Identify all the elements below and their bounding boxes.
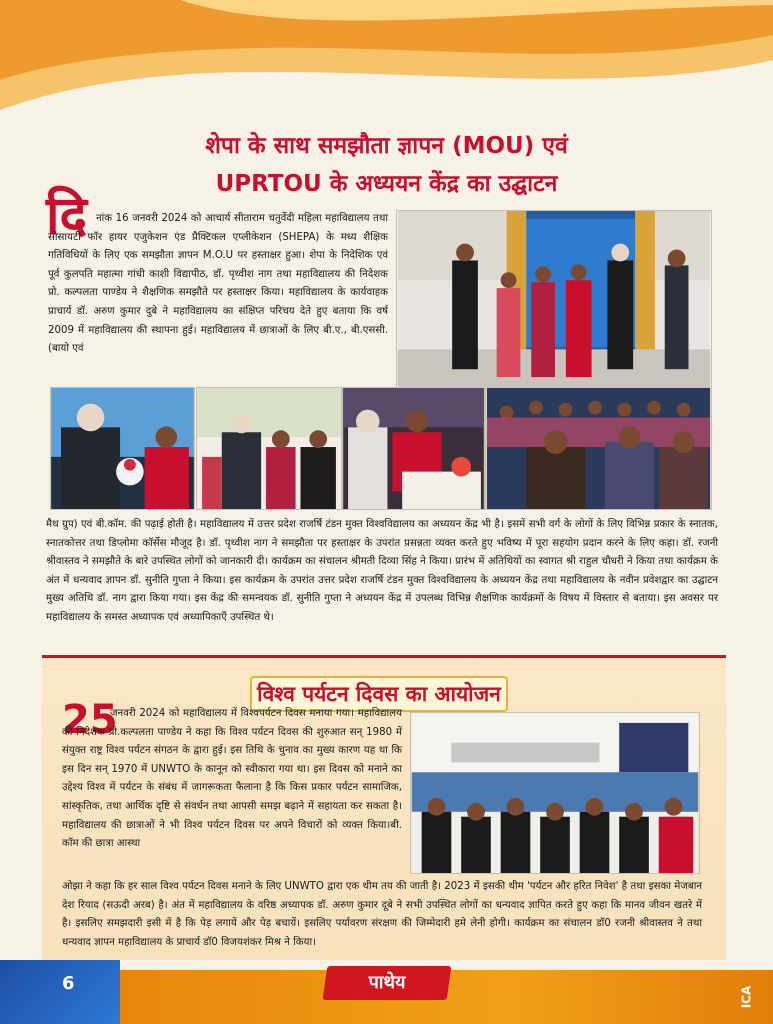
photo-welcome-bouquet xyxy=(50,387,195,510)
article1-dropcap: दि xyxy=(46,186,88,246)
photo-signing-mou xyxy=(342,387,485,510)
page-number: 6 xyxy=(62,973,75,994)
corner-label: ICA xyxy=(739,985,754,1009)
article2-dropcap: 25 xyxy=(62,697,118,743)
article1-continuation xyxy=(46,516,718,628)
article2-intro-paragraph: जनवरी 2024 को महाविद्यालय में विश्वपर्यटन दिवस मनाया गया। महाविद्यालय की निदेशक प्रो.कल्पलता पाण्डेय ने कहा कि विश्व पर्यटन दिवस की शुरुआत सन् 1980 में संयुक्त राष्ट्र विश्व पर्यटन संगठन के द्वारा हुई। इस तिथि के चुनाव का मुख्य कारण यह था कि इस दिन सन् 1970 में UNWTO के कानून को स्वीकारा गया था। इस दिवस को मनाने का उद्देश्य विश्व में पर्यटन के संबंध में जागरूकता फैलाना है कि किस प्रकार पर्यटन सामाजिक, सांस्कृतिक, तथा आर्थिक दृष्टि से संवर्धन तथा आपसी समझ बढ़ाने में सहायता कर सकता है। महाविद्यालय की छात्राओं ने भी विश्व पर्यटन दिवस पर अपने विचारों को व्यक्त किया।बी. कॉम की छात्रा आस्था xyxy=(62,708,402,850)
article1-intro-text xyxy=(48,210,388,359)
footer-page-tab xyxy=(0,960,120,1024)
article2-title: विश्व पर्यटन दिवस का आयोजन xyxy=(250,676,508,712)
article2-continuation xyxy=(62,878,702,952)
article1-intro-paragraph: नांक 16 जनवरी 2024 को आचार्य सीताराम चतुर्वेदी महिला महाविद्यालय तथा सोसायटी फॉर हायर एजुकेशन एंड प्रैक्टिकल एप्लीकेशन (SHEPA) के मध्य शैक्षिक गतिविधियों के लिए एक समझौता ज्ञापन M.O.U पर हस्ताक्षर हुआ। शेपा के निदेशिक एवं पूर्व कुलपति महात्मा गांधी काशी विद्यापीठ, डॉ. पृथ्वीश नाग तथा महाविद्यालय की निदेशक प्रो. कल्पलता पाण्डेय ने शैक्षणिक समझौते पर हस्ताक्षर किया। महाविद्यालय के कार्यवाहक प्राचार्य डॉ. अरुण कुमार दुबे ने महाविद्यालय का संक्षिप्त परिचय देते हुए बताया कि वर्ष 2009 में महाविद्यालय की स्थापना हुई। महाविद्यालय में छात्राओं के लिए बी.ए., बी.एससी. (बायो एवं xyxy=(48,213,388,355)
article2-continuation-paragraph: ओझा ने कहा कि हर साल विश्व पर्यटन दिवस मनाने के लिए UNWTO द्वारा एक थीम तय की जाती है। 2023 में इसकी थीम 'पर्यटन और हरित निवेश' है तथा इसका मेजबान देश रियाद (सऊदी अरब) है। अंत में महाविद्यालय के वरिष्ठ अध्यापक डॉ. अरुण कुमार दूबे ने सभी उपस्थित लोगों का धन्यवाद ज्ञापित करते हुए कहा कि मानव जीवन खतरे में है। इसलिए समझदारी इसी में है कि पेड़ लगायें और पेड़ बचायें। इसलिए पर्यावरण संरक्षण की जिम्मेदारी हमे लेनी होगी। कार्यक्रम का संचालन डॉ0 रजनी श्रीवास्तव ने तथा धन्यवाद ज्ञापन महाविद्यालय के प्राचार्य डॉ0 विजयशंकर मिश्र ने किया। xyxy=(62,881,702,948)
article2-intro-text xyxy=(62,705,402,854)
article1-title-line1: शेपा के साथ समझौता ज्ञापन (MOU) एवं xyxy=(205,133,568,159)
article1-continuation-paragraph: मैथ ग्रुप) एवं बी.कॉम. की पढ़ाई होती है। महाविद्यालय में उत्तर प्रदेश राजर्षि टंडन मुक्त विश्वविद्यालय का अध्ययन केंद्र भी है। इसमें सभी वर्ग के लोगों के लिए विभिन्न प्रकार के स्नातक, स्नातकोत्तर तथा डिप्लोमा कॉर्सेस मौजूद है। डॉ. पृथ्वीश नाग ने समझौता पर हस्ताक्षर के उपरांत प्रसन्नता व्यक्त करते हुए भविष्य में पूरा सहयोग प्रदान करने के लिए कहा। डॉ. रजनी श्रीवास्तव ने समझौते के बारे उपस्थित लोगों को जानकारी दी। कार्यक्रम का संचालन श्रीमती दिव्या सिंह ने किया। प्रारंभ में अतिथियों का स्वागत श्री राहुल चौधरी ने किया तथा कार्यक्रम के अंत में धन्यवाद ज्ञापन डॉ. सुनीति गुप्ता ने किया। इस कार्यक्रम के उपरांत उत्तर प्रदेश राजर्षि टंडन मुक्त विश्वविद्यालय के अध्ययन केंद्र तथा महाविद्यालय के नवीन प्रवेशद्वार का उद्घाटन मुख्य अतिथि डॉ. नाग द्वारा किया गया। इस केंद्र की समन्वयक डॉ. सुनीति गुप्ता ने अध्ययन केंद्र में उपलब्ध विभिन्न शैक्षणिक कार्यक्रमों के विषय में विस्तार से बताया। इस अवसर पर महाविद्यालय के समस्त अध्यापक एवं अध्यापिकाएँ उपस्थित थे। xyxy=(46,519,718,623)
photo-audience xyxy=(485,387,712,510)
photo-seminar-hall xyxy=(410,712,700,874)
article1-title-line2: UPRTOU के अध्ययन केंद्र का उद्घाटन xyxy=(215,171,558,197)
photo-guests-standing xyxy=(196,387,342,510)
magazine-name: पाथेय xyxy=(368,972,406,993)
photo-gate-group xyxy=(396,210,712,388)
